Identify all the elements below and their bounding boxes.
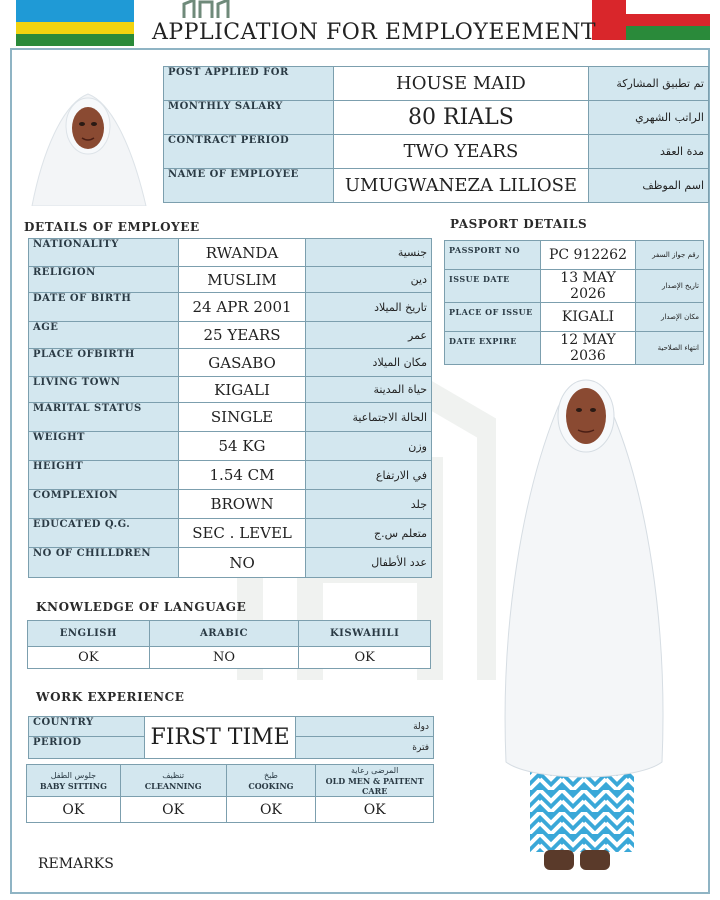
language-arabic-value: NO	[149, 647, 299, 669]
detail-value: BROWN	[178, 490, 306, 519]
page-title: APPLICATION FOR EMPLOYEEMENT	[152, 20, 596, 45]
skill-cleaning-value: OK	[120, 797, 226, 823]
detail-arabic-label: متعلم س.ج	[306, 519, 432, 548]
country-arabic: دولة	[296, 717, 434, 737]
detail-arabic-label: مكان الميلاد	[306, 349, 432, 377]
experience-value: FIRST TIME	[144, 717, 296, 759]
passport-table	[444, 240, 704, 365]
detail-row	[29, 239, 432, 267]
detail-label: DATE OF BIRTH	[29, 293, 179, 322]
skill-baby-sitting-header: جلوس الطفل BABY SITTING	[27, 765, 121, 797]
passport-row	[445, 332, 704, 365]
detail-arabic-label: حياة المدينة	[306, 377, 432, 403]
detail-row	[29, 403, 432, 432]
languages-heading: KNOWLEDGE OF LANGUAGE	[36, 600, 247, 614]
detail-label: EDUCATED Q.G.	[29, 519, 179, 548]
remarks-label: REMARKS	[38, 856, 114, 872]
passport-label: ISSUE DATE	[445, 270, 541, 303]
passport-value: 12 MAY 2036	[540, 332, 636, 365]
details-heading: DETAILS OF EMPLOYEE	[24, 220, 200, 234]
detail-label: MARITAL STATUS	[29, 403, 179, 432]
language-english-value: OK	[28, 647, 150, 669]
detail-row	[29, 432, 432, 461]
skill-cooking-value: OK	[226, 797, 316, 823]
detail-value: RWANDA	[178, 239, 306, 267]
post-value: HOUSE MAID	[333, 67, 589, 101]
detail-arabic-label: تاريخ الميلاد	[306, 293, 432, 322]
contract-label: CONTRACT PERIOD	[164, 135, 334, 169]
salary-value: 80 RIALS	[333, 101, 589, 135]
detail-arabic-label: عدد الأطفال	[306, 548, 432, 578]
agency-logo-icon	[182, 0, 230, 18]
name-value: UMUGWANEZA LILIOSE	[333, 169, 589, 203]
name-arabic: اسم الموظف	[589, 169, 709, 203]
detail-arabic-label: الحالة الاجتماعية	[306, 403, 432, 432]
passport-row	[445, 303, 704, 332]
passport-arabic-label: انتهاء الصلاحية	[636, 332, 704, 365]
detail-row	[29, 519, 432, 548]
passport-heading: PASPORT DETAILS	[450, 217, 588, 231]
language-kiswahili-value: OK	[299, 647, 431, 669]
skill-baby-sitting-value: OK	[27, 797, 121, 823]
detail-label: NO OF CHILLDREN	[29, 548, 179, 578]
skill-care-header: المرضى رعاية OLD MEN & PAITENT CARE	[316, 765, 434, 797]
summary-table	[163, 66, 709, 203]
language-arabic-label: ARABIC	[149, 621, 299, 647]
detail-row	[29, 293, 432, 322]
detail-value: 25 YEARS	[178, 322, 306, 349]
detail-value: SEC . LEVEL	[178, 519, 306, 548]
detail-arabic-label: جلد	[306, 490, 432, 519]
employee-details-table	[28, 238, 432, 578]
country-label: COUNTRY	[29, 717, 145, 737]
skill-cooking-header: طبخ COOKING	[226, 765, 316, 797]
post-arabic: تم تطبيق المشاركة	[589, 67, 709, 101]
detail-value: 54 KG	[178, 432, 306, 461]
passport-value: KIGALI	[540, 303, 636, 332]
language-kiswahili-label: KISWAHILI	[299, 621, 431, 647]
name-label: NAME OF EMPLOYEE	[164, 169, 334, 203]
detail-row	[29, 548, 432, 578]
detail-label: RELIGION	[29, 267, 179, 293]
experience-table	[28, 716, 434, 759]
passport-label: DATE EXPIRE	[445, 332, 541, 365]
salary-label: MONTHLY SALARY	[164, 101, 334, 135]
detail-row	[29, 322, 432, 349]
detail-label: WEIGHT	[29, 432, 179, 461]
passport-arabic-label: تاريخ الإصدار	[636, 270, 704, 303]
detail-arabic-label: جنسية	[306, 239, 432, 267]
experience-heading: WORK EXPERIENCE	[36, 690, 185, 704]
detail-label: AGE	[29, 322, 179, 349]
detail-value: GASABO	[178, 349, 306, 377]
languages-table	[27, 620, 431, 669]
passport-row	[445, 270, 704, 303]
detail-label: PLACE OFBIRTH	[29, 349, 179, 377]
detail-label: LIVING TOWN	[29, 377, 179, 403]
passport-arabic-label: رقم جواز السفر	[636, 241, 704, 270]
passport-value: PC 912262	[540, 241, 636, 270]
passport-arabic-label: مكان الإصدار	[636, 303, 704, 332]
detail-row	[29, 349, 432, 377]
passport-value: 13 MAY 2026	[540, 270, 636, 303]
period-label: PERIOD	[29, 737, 145, 759]
post-label: POST APPLIED FOR	[164, 67, 334, 101]
detail-arabic-label: عمر	[306, 322, 432, 349]
detail-label: HEIGHT	[29, 461, 179, 490]
employee-portrait-photo	[22, 84, 154, 206]
detail-value: MUSLIM	[178, 267, 306, 293]
detail-arabic-label: وزن	[306, 432, 432, 461]
detail-value: KIGALI	[178, 377, 306, 403]
detail-row	[29, 461, 432, 490]
passport-label: PASSPORT NO	[445, 241, 541, 270]
detail-arabic-label: دين	[306, 267, 432, 293]
detail-row	[29, 490, 432, 519]
period-arabic: فترة	[296, 737, 434, 759]
skill-care-value: OK	[316, 797, 434, 823]
skill-cleaning-header: تنظيف CLEANNING	[120, 765, 226, 797]
contract-arabic: مدة العقد	[589, 135, 709, 169]
passport-row	[445, 241, 704, 270]
detail-row	[29, 267, 432, 293]
detail-label: COMPLEXION	[29, 490, 179, 519]
detail-value: NO	[178, 548, 306, 578]
language-english-label: ENGLISH	[28, 621, 150, 647]
detail-value: 24 APR 2001	[178, 293, 306, 322]
passport-label: PLACE OF ISSUE	[445, 303, 541, 332]
detail-value: SINGLE	[178, 403, 306, 432]
salary-arabic: الراتب الشهري	[589, 101, 709, 135]
detail-value: 1.54 CM	[178, 461, 306, 490]
detail-label: NATIONALITY	[29, 239, 179, 267]
contract-value: TWO YEARS	[333, 135, 589, 169]
employee-full-body-photo	[496, 372, 672, 882]
detail-arabic-label: في الارتفاع	[306, 461, 432, 490]
detail-row	[29, 377, 432, 403]
skills-table	[26, 764, 434, 823]
